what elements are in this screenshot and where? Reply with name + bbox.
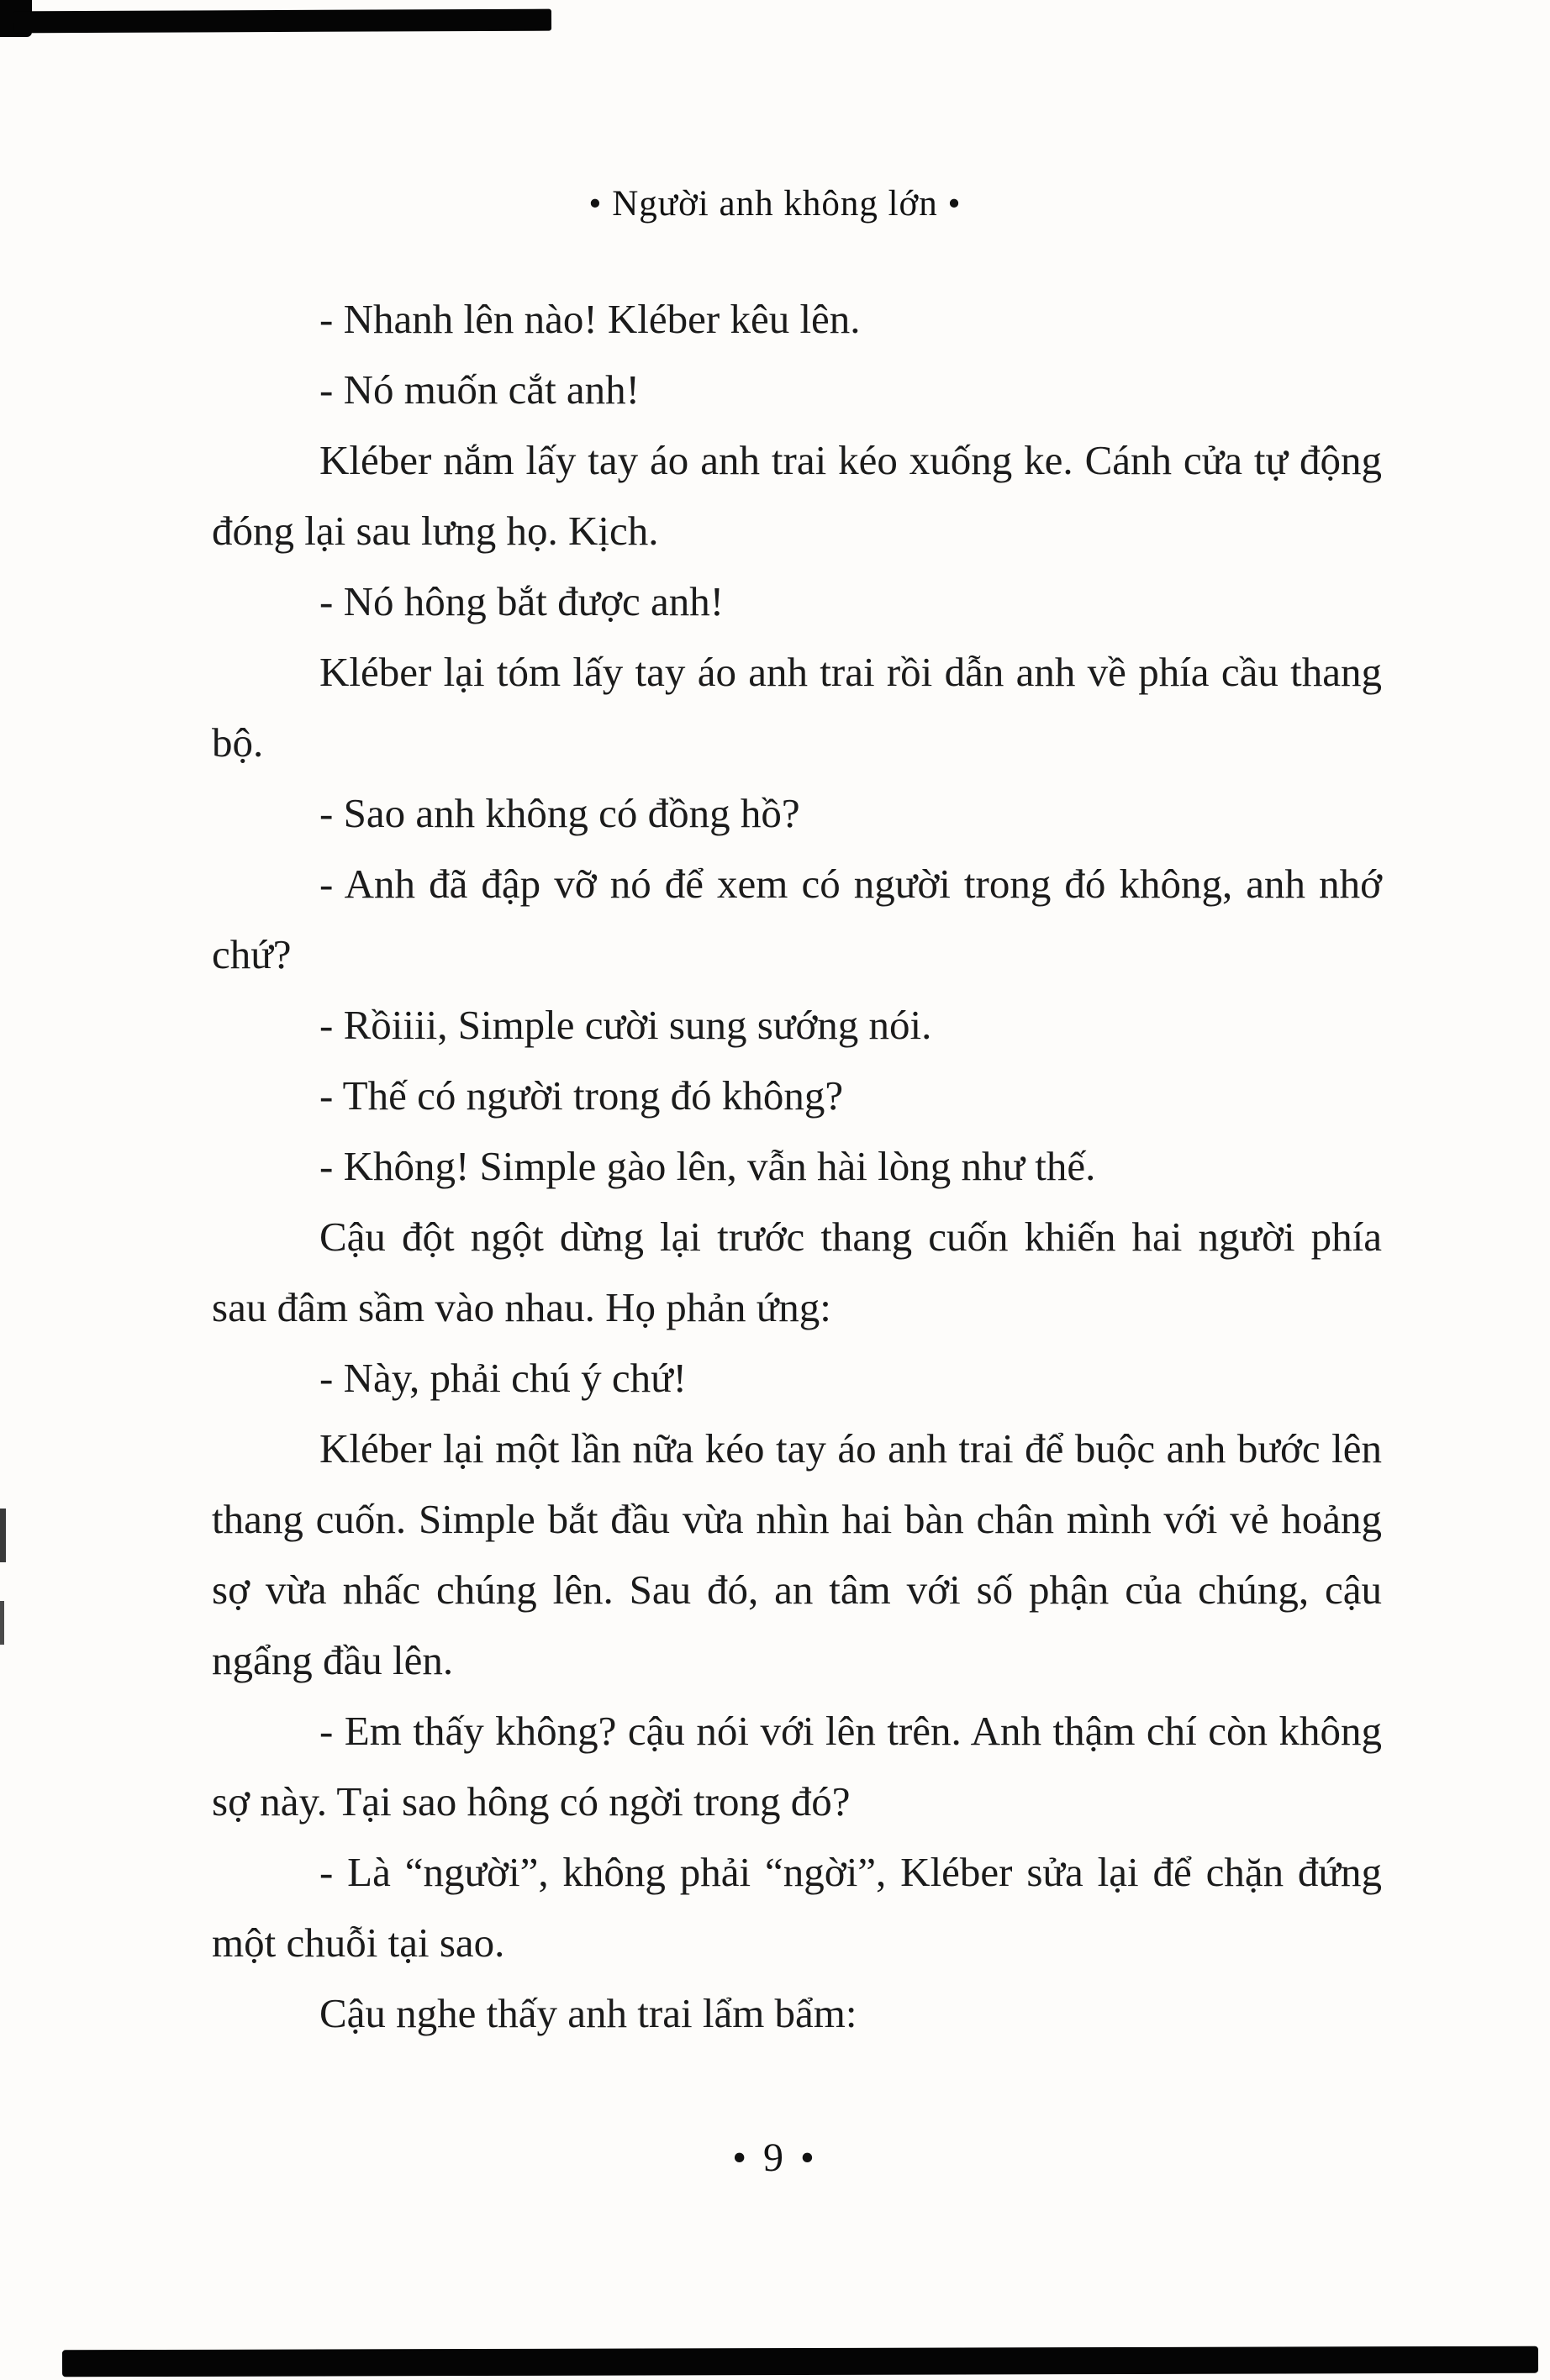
scan-artifact-left-tick [0,1509,6,1562]
paragraph: Kléber nắm lấy tay áo anh trai kéo xuống ke. Cánh cửa tự động đóng lại sau lưng họ. Kịch. [212,437,1382,554]
paragraph: - Sao anh không có đồng hồ? [319,790,800,836]
paragraph: - Rồiiii, Simple cười sung sướng nói. [319,1002,932,1048]
paragraph: - Em thấy không? cậu nói với lên trên. Anh thậm chí còn không sợ này. Tại sao hông có ngời trong đó? [212,1708,1382,1824]
paragraph: - Không! Simple gào lên, vẫn hài lòng như thế. [319,1143,1096,1189]
paragraph: Cậu đột ngột dừng lại trước thang cuốn khiến hai người phía sau đâm sầm vào nhau. Họ phản ứng: [212,1214,1382,1330]
paragraph: Cậu nghe thấy anh trai lẩm bẩm: [319,1990,857,2036]
paragraph: - Thế có người trong đó không? [319,1072,844,1119]
body-text [212,284,1382,2049]
paragraph: - Nhanh lên nào! Kléber kêu lên. [319,296,861,342]
paragraph: - Nó muốn cắt anh! [319,366,640,413]
page-number: • 9 • [732,2135,818,2180]
scan-artifact-left-tick [0,1601,4,1645]
running-header: • Người anh không lớn • [588,184,962,224]
paragraph: Kléber lại tóm lấy tay áo anh trai rồi dẫn anh về phía cầu thang bộ. [212,649,1382,766]
scan-artifact-top-bar [13,9,551,34]
paragraph: - Này, phải chú ý chứ! [319,1355,688,1401]
paragraph: - Là “người”, không phải “ngời”, Kléber sửa lại để chặn đứng một chuỗi tại sao. [212,1849,1382,1966]
paragraph: - Nó hông bắt được anh! [319,578,725,624]
scan-artifact-bottom-bar [62,2346,1538,2377]
paragraph: Kléber lại một lần nữa kéo tay áo anh trai để buộc anh bước lên thang cuốn. Simple bắt đầu vừa nhìn hai bàn chân mình với vẻ hoảng sợ vừa nhấc chúng lên. Sau đó, an tâm với số phận của chúng, cậu ngẩng đầu lên. [212,1425,1382,1683]
paragraph: - Anh đã đập vỡ nó để xem có người trong đó không, anh nhớ chứ? [212,861,1382,977]
